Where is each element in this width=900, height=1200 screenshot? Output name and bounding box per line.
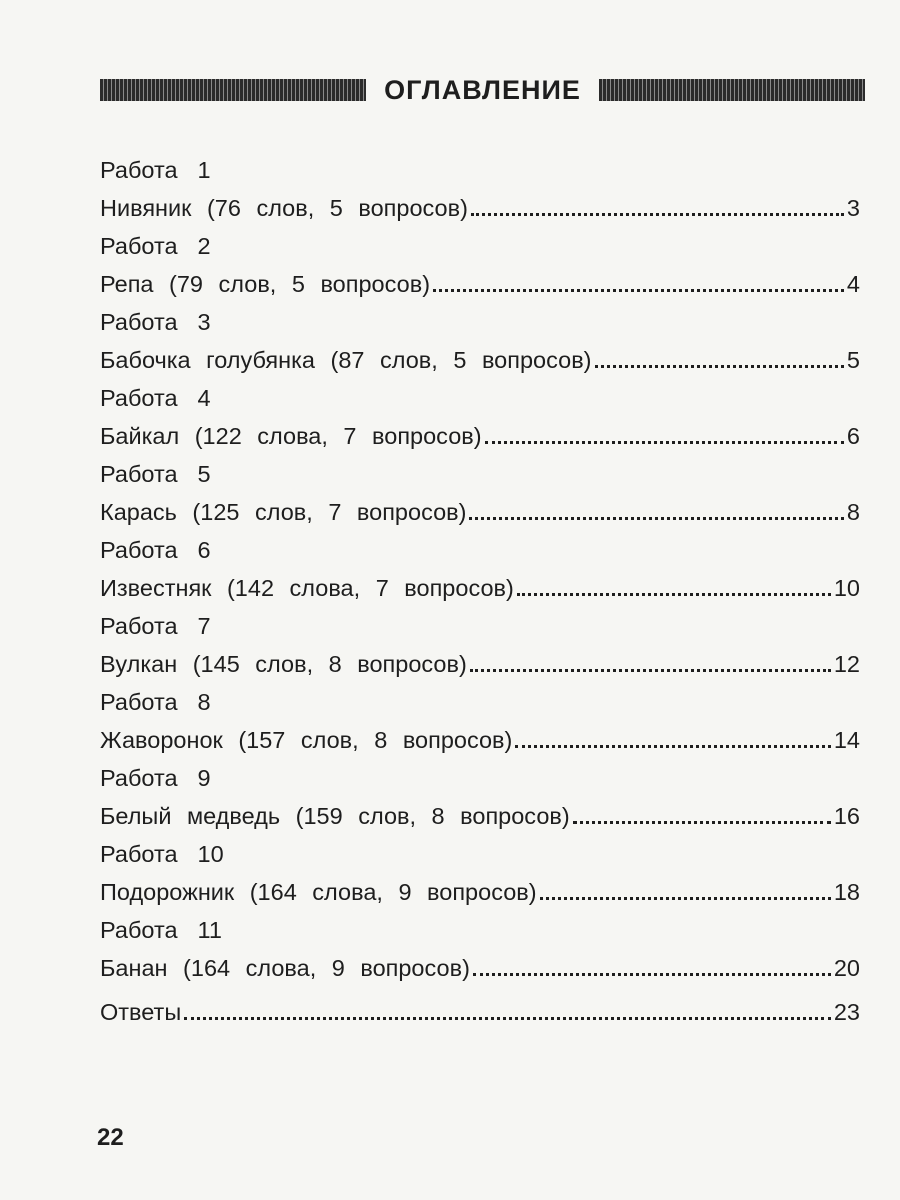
toc-work-heading (100, 830, 860, 868)
work-label: Работа (100, 917, 178, 943)
entry-page-number: 20 (833, 955, 860, 981)
dot-leader (471, 213, 844, 216)
entry-title: Подорожник (164 слова, 9 вопросов) (100, 879, 537, 905)
toc-work-heading (100, 906, 860, 944)
dot-leader (540, 897, 831, 900)
toc-work-heading (100, 374, 860, 412)
entry-page-number: 10 (833, 575, 860, 601)
work-number: 1 (197, 157, 211, 183)
header-bar-left (100, 79, 366, 101)
toc-work-heading (100, 298, 860, 336)
work-label: Работа (100, 461, 178, 487)
work-number: 5 (197, 461, 211, 487)
entry-page-number: 3 (846, 195, 860, 221)
work-number: 11 (197, 917, 222, 943)
entry-title: Бабочка голубянка (87 слов, 5 вопросов) (100, 347, 592, 373)
work-label: Работа (100, 841, 178, 867)
table-of-contents (100, 146, 860, 1026)
dot-leader (469, 517, 843, 520)
dot-leader (517, 593, 831, 596)
work-number: 4 (197, 385, 211, 411)
dot-leader (184, 1017, 831, 1020)
work-number: 2 (197, 233, 211, 259)
work-number: 6 (197, 537, 211, 563)
entry-page-number: 16 (833, 803, 860, 829)
entry-page-number: 6 (846, 423, 860, 449)
entry-page-number: 12 (833, 651, 860, 677)
work-label: Работа (100, 689, 178, 715)
toc-entry[interactable] (100, 488, 860, 526)
toc-entry-answers[interactable] (100, 988, 860, 1026)
work-label: Работа (100, 309, 178, 335)
toc-entry[interactable] (100, 564, 860, 602)
toc-work-heading (100, 754, 860, 792)
toc-work-heading (100, 146, 860, 184)
answers-title: Ответы (100, 999, 182, 1025)
toc-entry[interactable] (100, 184, 860, 222)
toc-entry[interactable] (100, 944, 860, 982)
toc-entry[interactable] (100, 792, 860, 830)
answers-page-number: 23 (833, 999, 860, 1025)
toc-entry[interactable] (100, 716, 860, 754)
work-label: Работа (100, 157, 178, 183)
entry-page-number: 5 (846, 347, 860, 373)
entry-title: Карась (125 слов, 7 вопросов) (100, 499, 467, 525)
work-label: Работа (100, 765, 178, 791)
entry-title: Жаворонок (157 слов, 8 вопросов) (100, 727, 513, 753)
entry-page-number: 4 (846, 271, 860, 297)
work-number: 10 (197, 841, 224, 867)
dot-leader (473, 973, 831, 976)
entry-title: Известняк (142 слова, 7 вопросов) (100, 575, 514, 601)
dot-leader (485, 441, 844, 444)
work-number: 3 (197, 309, 211, 335)
toc-work-heading (100, 450, 860, 488)
entry-title: Вулкан (145 слов, 8 вопросов) (100, 651, 467, 677)
toc-work-heading (100, 602, 860, 640)
toc-entry[interactable] (100, 640, 860, 678)
header-bar-right (599, 79, 865, 101)
entry-page-number: 18 (833, 879, 860, 905)
entry-title: Белый медведь (159 слов, 8 вопросов) (100, 803, 570, 829)
entry-page-number: 8 (846, 499, 860, 525)
toc-entry[interactable] (100, 336, 860, 374)
dot-leader (515, 745, 830, 748)
toc-entry[interactable] (100, 412, 860, 450)
toc-work-heading (100, 526, 860, 564)
page-title: ОГЛАВЛЕНИЕ (384, 74, 581, 105)
work-label: Работа (100, 537, 178, 563)
entry-title: Репа (79 слов, 5 вопросов) (100, 271, 431, 297)
entry-title: Банан (164 слова, 9 вопросов) (100, 955, 470, 981)
entry-title: Нивяник (76 слов, 5 вопросов) (100, 195, 468, 221)
work-label: Работа (100, 613, 178, 639)
toc-entry[interactable] (100, 260, 860, 298)
work-label: Работа (100, 233, 178, 259)
work-number: 9 (197, 765, 211, 791)
dot-leader (433, 289, 844, 292)
work-label: Работа (100, 385, 178, 411)
toc-work-heading (100, 678, 860, 716)
toc-entry[interactable] (100, 868, 860, 906)
entry-page-number: 14 (833, 727, 860, 753)
dot-leader (595, 365, 844, 368)
entry-title: Байкал (122 слова, 7 вопросов) (100, 423, 482, 449)
dot-leader (573, 821, 831, 824)
work-number: 8 (197, 689, 211, 715)
work-number: 7 (197, 613, 211, 639)
dot-leader (470, 669, 831, 672)
toc-header (100, 76, 865, 104)
page-number: 22 (97, 1124, 124, 1151)
toc-work-heading (100, 222, 860, 260)
